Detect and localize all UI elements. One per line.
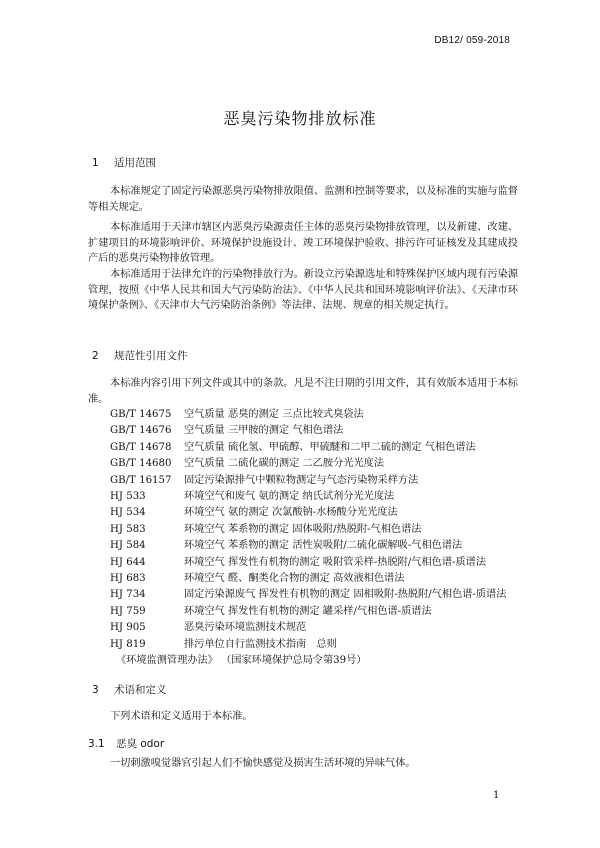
reference-code: HJ 759 xyxy=(110,605,146,617)
reference-title: 环境空气 醛、酮类化合物的测定 高效液相色谱法 xyxy=(184,573,405,585)
reference-code: HJ 819 xyxy=(110,638,146,650)
reference-title: 固定污染源排气中颗粒物测定与气态污染物采样方法 xyxy=(184,474,419,486)
section-title: 规范性引用文件 xyxy=(114,350,188,362)
reference-code: HJ 584 xyxy=(110,540,146,552)
reference-item xyxy=(110,456,506,472)
term-title: 恶臭 odor xyxy=(116,738,165,750)
reference-code: HJ 905 xyxy=(110,622,146,634)
document-code: DB12/ 059-2018 xyxy=(434,35,510,46)
section-number: 1 xyxy=(92,157,99,169)
reference-item xyxy=(110,571,506,587)
reference-title: 空气质量 二硫化碳的测定 二乙胺分光光度法 xyxy=(184,458,385,470)
section-title: 适用范围 xyxy=(114,157,156,169)
reference-code: GB/T 16157 xyxy=(110,474,172,486)
reference-title: 环境空气 挥发性有机物的测定 罐采样/气相色谱-质谱法 xyxy=(184,605,432,617)
reference-title: 环境空气和废气 氨的测定 纳氏试剂分光光度法 xyxy=(184,491,395,503)
section-3-heading xyxy=(92,682,167,697)
reference-code: HJ 644 xyxy=(110,556,146,568)
page-title: 恶臭污染物排放标准 xyxy=(223,109,377,128)
section-2-heading xyxy=(92,348,188,363)
reference-title: 环境空气 苯系物的测定 活性炭吸附/二硫化碳解吸-气相色谱法 xyxy=(184,540,463,552)
reference-title: 环境空气 氨的测定 次氯酸钠-水杨酸分光光度法 xyxy=(184,507,398,519)
reference-code: HJ 583 xyxy=(110,523,146,535)
scope-paragraph-3: 本标准适用于法律允许的污染物排放行为。新设立污染源选址和特殊保护区域内现有污染源管理，按照《中华人民共和国大气污染防治法》、《中华人民共和国环境影响评价法》、《天津市环境保护条例》、《天津市大气污染防治条例》等法律、法规、规章的相关规定执行。 xyxy=(88,269,518,311)
reference-code: HJ 534 xyxy=(110,507,146,519)
reference-code: HJ 533 xyxy=(110,491,146,503)
reference-item xyxy=(110,637,506,653)
scope-paragraph-1: 本标准规定了固定污染源恶臭污染物排放限值、监测和控制等要求，以及标准的实施与监督等相关规定。 xyxy=(88,186,518,213)
references-intro: 本标准内容引用下列文件或其中的条款。凡是不注日期的引用文件，其有效版本适用于本标准。 xyxy=(88,378,518,405)
reference-title: 恶臭污染环境监测技术规范 xyxy=(184,622,307,634)
reference-item xyxy=(110,555,506,571)
section-1-heading xyxy=(92,155,156,170)
reference-code: HJ 683 xyxy=(110,573,146,585)
reference-item xyxy=(110,440,506,456)
reference-code: GB/T 14678 xyxy=(110,441,172,453)
reference-item xyxy=(110,522,506,538)
reference-title: 排污单位自行监测技术指南 总则 xyxy=(184,638,337,650)
term-heading xyxy=(88,736,164,751)
term-number: 3.1 xyxy=(88,738,105,750)
section-number: 3 xyxy=(92,684,99,696)
reference-item xyxy=(110,505,506,521)
reference-title: 空气质量 三甲胺的测定 气相色谱法 xyxy=(184,425,344,437)
scope-paragraph-2: 本标准适用于天津市辖区内恶臭污染源责任主体的恶臭污染物排放管理，以及新建、改建、扩建项目的环境影响评价、环境保护设施设计、竣工环境保护验收、排污许可证核发及其建成投产后的恶臭污染物排放管理。 xyxy=(88,222,518,264)
reference-title: 环境空气 挥发性有机物的测定 吸附管采样-热脱附/气相色谱-质谱法 xyxy=(184,556,487,568)
reference-code: GB/T 14675 xyxy=(110,409,172,420)
reference-item xyxy=(110,473,506,489)
reference-item xyxy=(110,489,506,505)
reference-title: 固定污染源废气 挥发性有机物的测定 固相吸附-热脱附/气相色谱-质谱法 xyxy=(184,589,507,601)
page-number: 1 xyxy=(493,790,500,801)
section-title: 术语和定义 xyxy=(114,684,167,696)
reference-title: 空气质量 恶臭的测定 三点比较式臭袋法 xyxy=(184,409,364,420)
reference-law: 《环境监测管理办法》 （国家环境保护总局令第39号） xyxy=(116,655,367,667)
reference-item xyxy=(110,587,506,603)
reference-item xyxy=(110,538,506,554)
reference-title: 空气质量 硫化氢、甲硫醇、甲硫醚和二甲二硫的测定 气相色谱法 xyxy=(184,441,476,453)
term-definition: 一切刺激嗅觉器官引起人们不愉快感觉及损害生活环境的异味气体。 xyxy=(110,758,416,769)
reference-item xyxy=(110,604,506,620)
reference-code: GB/T 14676 xyxy=(110,425,172,437)
terms-intro: 下列术语和定义适用于本标准。 xyxy=(110,711,253,722)
section-number: 2 xyxy=(92,350,99,362)
reference-code: GB/T 14680 xyxy=(110,458,172,470)
reference-title: 环境空气 苯系物的测定 固体吸附/热脱附-气相色谱法 xyxy=(184,523,422,535)
reference-item xyxy=(110,407,506,423)
reference-code: HJ 734 xyxy=(110,589,146,601)
reference-list xyxy=(110,407,506,670)
reference-item xyxy=(110,620,506,636)
reference-item xyxy=(110,423,506,439)
